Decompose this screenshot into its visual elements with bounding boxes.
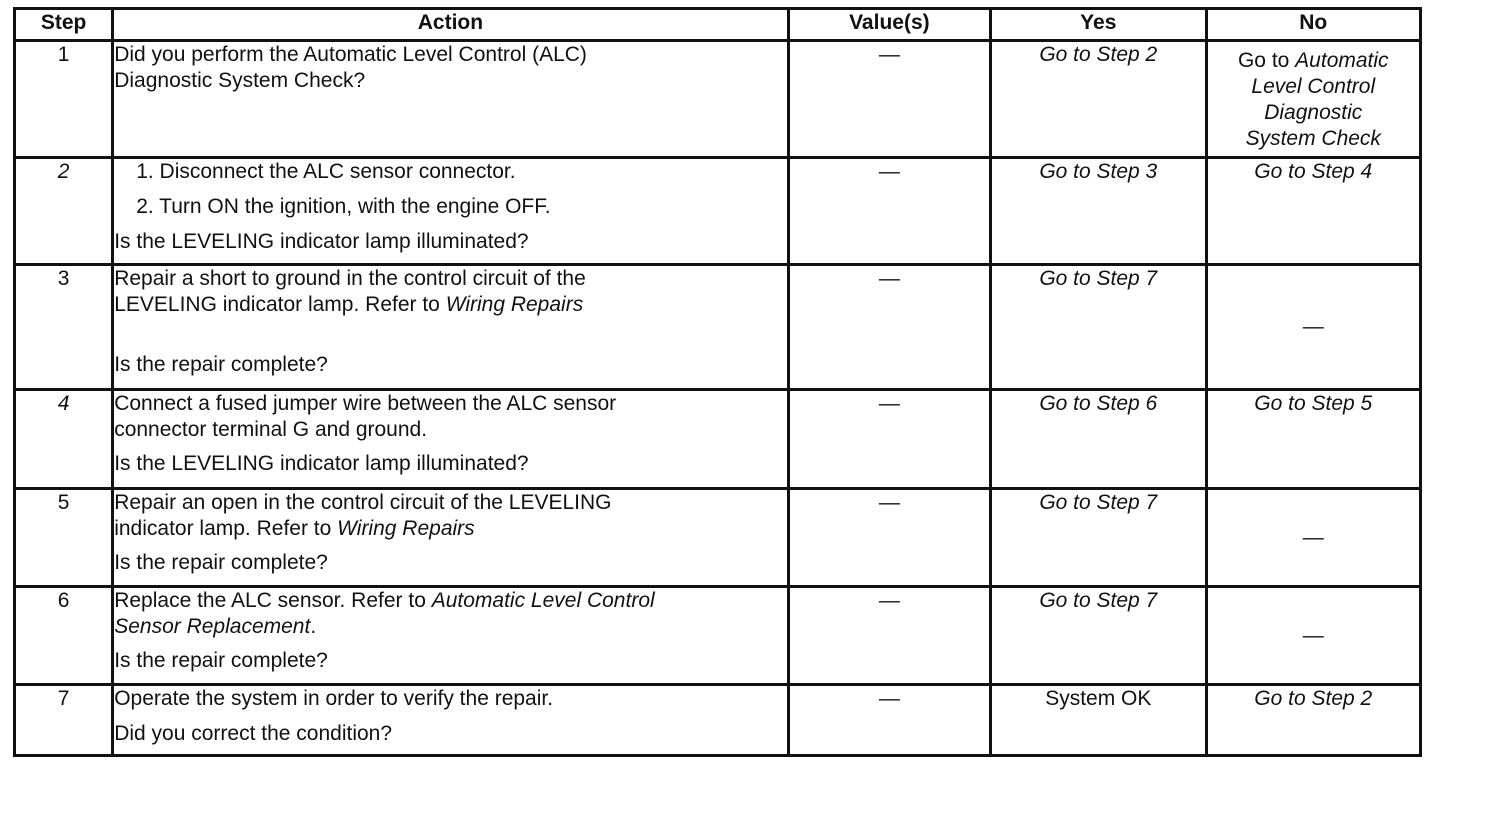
header-yes: Yes xyxy=(991,9,1206,41)
value-cell: — xyxy=(788,41,990,158)
no-cell: — xyxy=(1206,587,1420,685)
wiring-repairs-link[interactable]: Wiring Repairs xyxy=(445,293,584,316)
header-action: Action xyxy=(113,9,788,41)
action-cell xyxy=(113,685,788,756)
alc-link[interactable]: Automatic Level Control xyxy=(431,589,655,612)
action-text: connector terminal G and ground. xyxy=(114,418,428,441)
no-link[interactable]: Go to Step 5 xyxy=(1206,390,1420,489)
step-number: 2 xyxy=(15,158,113,265)
no-link[interactable]: Level Control xyxy=(1251,75,1376,98)
question-text: Did you correct the condition? xyxy=(114,722,393,745)
step-number: 1 xyxy=(15,41,113,158)
no-link[interactable]: Go to Step 2 xyxy=(1206,685,1420,756)
yes-link[interactable]: Go to Step 7 xyxy=(991,489,1206,587)
step-number: 4 xyxy=(15,390,113,489)
action-cell xyxy=(113,489,788,587)
sensor-replacement-link[interactable]: Sensor Replacement xyxy=(114,615,311,638)
action-text-prefix: indicator lamp. Refer to xyxy=(114,517,338,540)
header-value: Value(s) xyxy=(788,9,990,41)
action-text xyxy=(114,614,786,640)
action-text xyxy=(114,516,786,542)
action-text-suffix: . xyxy=(310,615,317,638)
yes-link[interactable]: Go to Step 7 xyxy=(991,587,1206,685)
value-cell: — xyxy=(788,158,990,265)
value-cell: — xyxy=(788,265,990,390)
action-cell xyxy=(113,587,788,685)
no-cell[interactable] xyxy=(1206,41,1420,158)
procedure-step: 1. Disconnect the ALC sensor connector. xyxy=(136,160,516,183)
yes-link[interactable]: Go to Step 7 xyxy=(991,265,1206,390)
yes-link[interactable]: Go to Step 3 xyxy=(991,158,1206,265)
value-cell: — xyxy=(788,489,990,587)
value-cell: — xyxy=(788,685,990,756)
header-no: No xyxy=(1206,9,1420,41)
no-link[interactable]: System Check xyxy=(1245,127,1381,150)
table-row xyxy=(15,390,1421,489)
action-cell xyxy=(113,41,788,158)
system-ok-text: System OK xyxy=(991,685,1206,756)
step-number: 3 xyxy=(15,265,113,390)
action-text: Operate the system in order to verify the repair. xyxy=(114,687,554,710)
table-row xyxy=(15,41,1421,158)
action-text: Did you perform the Automatic Level Control (ALC) xyxy=(114,43,587,66)
no-link[interactable]: Go to Step 4 xyxy=(1206,158,1420,265)
action-text xyxy=(114,588,786,614)
action-text xyxy=(114,292,786,318)
step-number: 6 xyxy=(15,587,113,685)
yes-link[interactable]: Go to Step 6 xyxy=(991,390,1206,489)
value-cell: — xyxy=(788,390,990,489)
table-row xyxy=(15,489,1421,587)
procedure-step: 2. Turn ON the ignition, with the engine OFF. xyxy=(136,195,551,218)
table-row xyxy=(15,158,1421,265)
action-cell xyxy=(113,265,788,390)
action-text: Repair an open in the control circuit of the LEVELING xyxy=(114,491,612,514)
action-cell xyxy=(113,158,788,265)
no-cell: — xyxy=(1206,265,1420,390)
action-text: Repair a short to ground in the control circuit of the xyxy=(114,267,586,290)
header-row xyxy=(15,9,1421,41)
question-text: Is the repair complete? xyxy=(114,649,328,672)
step-number: 5 xyxy=(15,489,113,587)
diagnostic-table xyxy=(13,7,1422,757)
question-text: Is the repair complete? xyxy=(114,353,328,376)
header-step: Step xyxy=(15,9,113,41)
action-text-prefix: LEVELING indicator lamp. Refer to xyxy=(114,293,446,316)
action-text: Diagnostic System Check? xyxy=(114,69,366,92)
step-number: 7 xyxy=(15,685,113,756)
question-text: Is the LEVELING indicator lamp illuminated? xyxy=(114,230,529,253)
no-cell: — xyxy=(1206,489,1420,587)
action-text-prefix: Replace the ALC sensor. Refer to xyxy=(114,589,432,612)
table-row xyxy=(15,587,1421,685)
wiring-repairs-link[interactable]: Wiring Repairs xyxy=(337,517,475,540)
yes-link[interactable]: Go to Step 2 xyxy=(991,41,1206,158)
question-text: Is the repair complete? xyxy=(114,551,328,574)
no-link[interactable]: Diagnostic xyxy=(1264,101,1363,124)
value-cell: — xyxy=(788,587,990,685)
action-cell xyxy=(113,390,788,489)
table-row xyxy=(15,265,1421,390)
question-text: Is the LEVELING indicator lamp illuminated? xyxy=(114,452,529,475)
no-prefix: Go to xyxy=(1237,49,1296,72)
action-text: Connect a fused jumper wire between the ALC sensor xyxy=(114,392,617,415)
table-row xyxy=(15,685,1421,756)
no-link[interactable]: Automatic xyxy=(1295,49,1389,72)
